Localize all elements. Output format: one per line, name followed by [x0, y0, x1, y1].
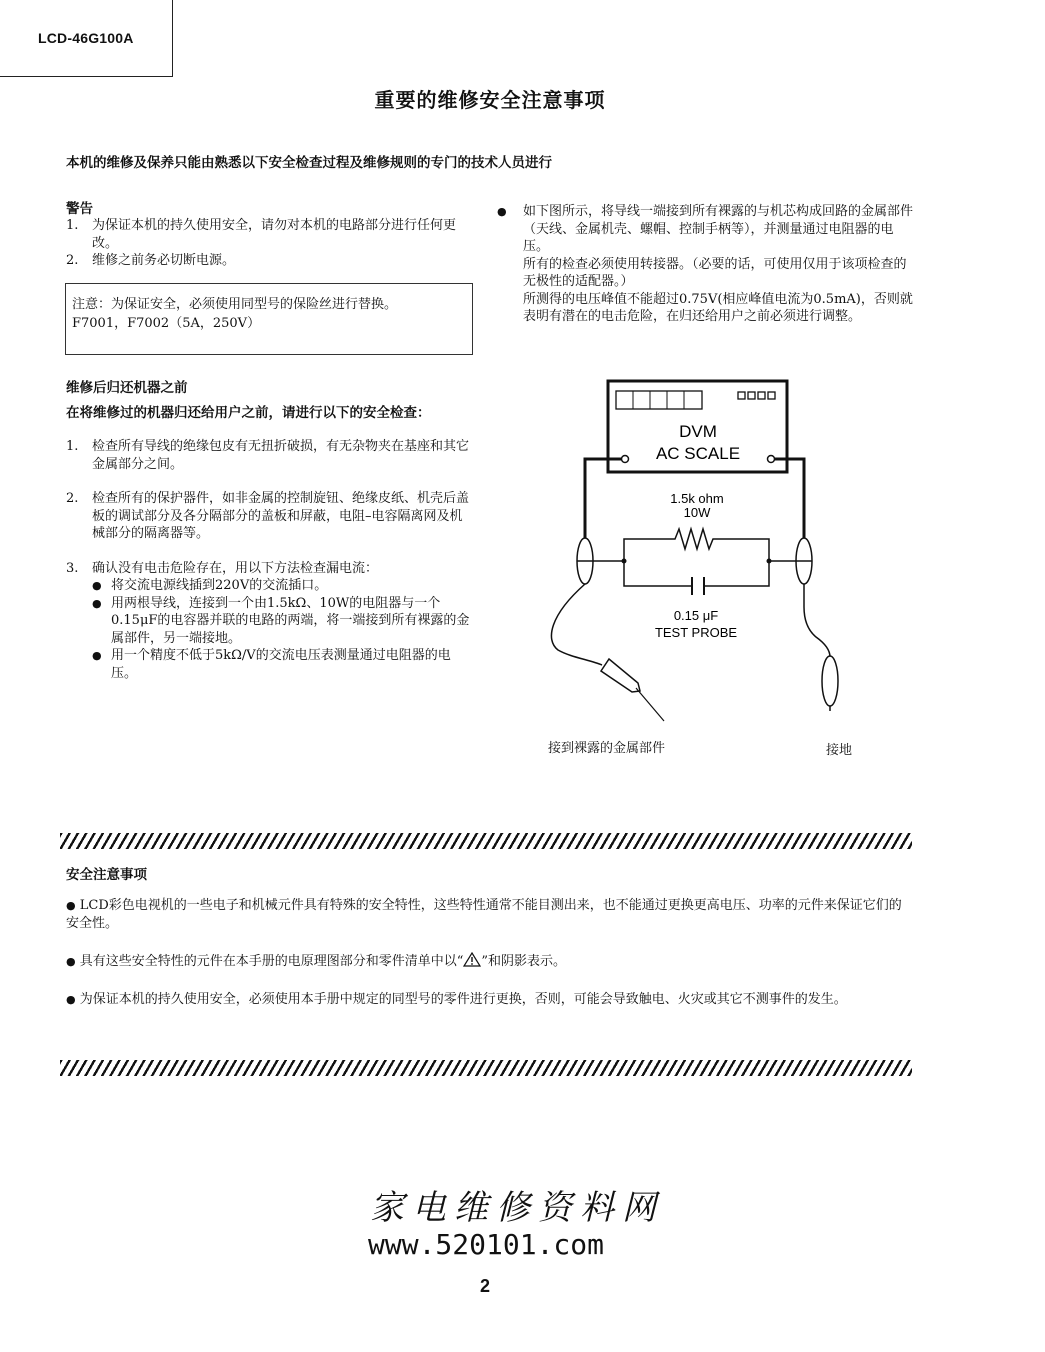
capacitor-value: 0.15 μF	[673, 608, 719, 623]
caption-exposed-metal: 接到裸露的金属部件	[548, 741, 666, 756]
fuse-notice-line2: F7001，F7002（5A，250V）	[72, 316, 261, 331]
safety-section	[66, 863, 908, 1008]
bullet-icon: ●	[92, 596, 102, 610]
safety-paragraph: ● 为保证本机的持久使用安全，必须使用本手册中规定的同型号的零件进行更换，否则，可能会导致触电、火灾或其它不测事件的发生。	[66, 991, 847, 1007]
bullet-icon: ●	[92, 649, 102, 662]
bullet-icon: ●	[66, 955, 76, 968]
before-return-section	[66, 376, 471, 682]
capacitor-icon	[692, 577, 704, 595]
test-probe-label: TEST PROBE	[654, 625, 738, 640]
bullet-icon: ●	[66, 992, 76, 1006]
warning-section	[66, 197, 471, 270]
leak-test-step: ● 将交流电源线插到220V的交流插口。	[92, 578, 328, 593]
leakage-test-diagram	[540, 375, 870, 770]
leak-test-step: ● 用一个精度不低于5kΩ/V的交流电压表测量通过电阻器的电压。	[92, 648, 451, 681]
safety-paragraph: ● LCD彩色电视机的一些电子和机械元件具有特殊的安全特性，这些特性通常不能目测出来，也不能通过更换更高电压、功率的元件来保证它们的安全性。	[66, 898, 902, 931]
model-number: LCD-46G100A	[38, 30, 134, 46]
resistor-value: 1.5k ohm	[670, 491, 724, 506]
measurement-instructions	[497, 203, 917, 326]
bullet-icon: ●	[66, 899, 76, 912]
fuse-notice-box	[65, 283, 473, 355]
instruction-paragraph: 所有的检查必须使用转接器。（必要的话，可使用仅用于该项检查的无极性的适配器。）	[523, 256, 907, 289]
leak-test-steps	[92, 577, 471, 682]
check-item: 3. 确认没有电击危险存在，用以下方法检查漏电流： ● 将交流电源线插到220V的交流插口。 ● 用两根导线，连接到一个由1.5kΩ、10W的电阻器与一个0.15μF的电容器并联的电路的两端，将一端接到所有裸露的金属部件，另一端接地。 ● 用一个精度不低于5kΩ/V的交流电压表测量通过电阻器的电压。	[66, 560, 470, 681]
hatched-divider	[60, 1060, 912, 1076]
check-item: 1. 检查所有导线的绝缘包皮有无扭折破损，有无杂物夹在基座和其它金属部分之间。	[66, 439, 470, 472]
instruction-paragraph: 所测得的电压峰值不能超过0.75V(相应峰值电流为0.5mA)，否则就表明有潜在的电击危险，在归还给用户之前必须进行调整。	[523, 291, 913, 324]
check-list	[66, 438, 471, 682]
warning-list	[66, 217, 471, 270]
page-number: 2	[480, 1276, 491, 1296]
warning-item: 1. 为保证本机的持久使用安全，请勿对本机的电路部分进行任何更改。	[66, 218, 457, 251]
check-item: 2. 检查所有的保护器件，如非金属的控制旋钮、绝缘皮纸、机壳后盖板的调试部分及各分隔部分的盖板和屏蔽，电阻–电容隔离网及机械部分的隔离器等。	[66, 491, 470, 541]
bullet-icon: ●	[497, 205, 507, 218]
ground-clip	[822, 656, 838, 706]
instruction-paragraph: 如下图所示，将导线一端接到所有裸露的与机芯构成回路的金属部件（天线、金属机壳、螺帽、控制手柄等），并测量通过电阻器的电压。	[523, 204, 914, 254]
caption-ground: 接地	[826, 743, 853, 758]
warning-triangle-icon	[463, 952, 481, 967]
resistor-icon	[624, 529, 769, 561]
test-probe-icon	[601, 659, 664, 721]
warning-heading: 警告	[66, 201, 93, 217]
leak-test-step: ● 用两根导线，连接到一个由1.5kΩ、10W的电阻器与一个0.15μF的电容器并联的电路的两端，将一端接到所有裸露的金属部件，另一端接地。	[92, 595, 470, 646]
page-subtitle: 本机的维修及保养只能由熟悉以下安全检查过程及维修规则的专门的技术人员进行	[66, 155, 552, 171]
meter-label-dvm: DVM	[679, 422, 717, 441]
safety-heading: 安全注意事项	[66, 867, 147, 883]
model-tab	[0, 0, 173, 77]
fuse-notice-line1: 注意：为保证安全，必须使用同型号的保险丝进行替换。	[72, 297, 398, 312]
safety-paragraph: ● 具有这些安全特性的元件在本手册的电原理图部分和零件清单中以“ ”和阴影表示。	[66, 954, 567, 969]
hatched-divider	[60, 833, 912, 849]
meter-label-ac-scale: AC SCALE	[655, 444, 741, 463]
before-return-heading: 维修后归还机器之前	[66, 380, 188, 396]
watermark-site-name: 家电维修资料网	[370, 1188, 664, 1228]
meter-terminal-left	[622, 456, 629, 463]
page-title: 重要的维修安全注意事项	[374, 88, 606, 112]
watermark-url: www.520101.com	[368, 1228, 605, 1261]
resistor-power: 10W	[683, 505, 711, 520]
warning-item: 2. 维修之前务必切断电源。	[66, 253, 236, 268]
bullet-icon: ●	[92, 579, 102, 592]
meter-terminal-right	[768, 456, 775, 463]
before-return-intro: 在将维修过的机器归还给用户之前，请进行以下的安全检查：	[66, 405, 431, 421]
